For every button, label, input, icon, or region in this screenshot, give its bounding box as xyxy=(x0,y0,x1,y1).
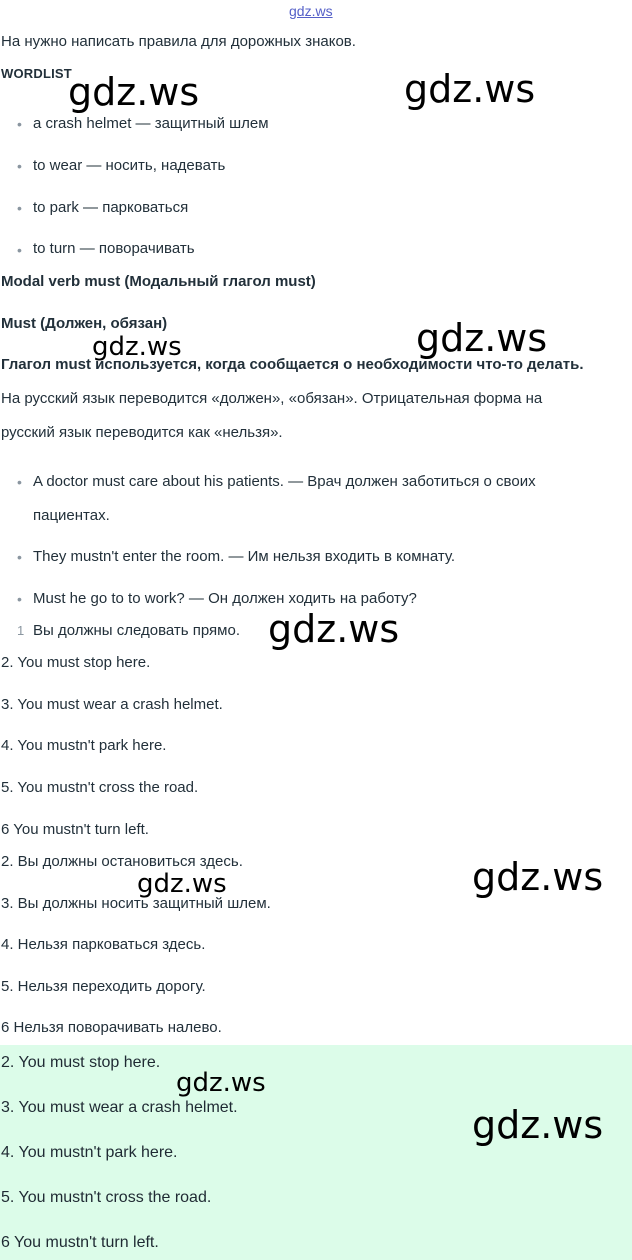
answer-line: 4. Нельзя парковаться здесь. xyxy=(1,936,206,953)
wordlist-heading: WORDLIST xyxy=(1,66,72,81)
bullet-icon: • xyxy=(17,200,22,216)
intro-text: На нужно написать правила для дорожных знаков. xyxy=(1,33,356,50)
answer-line: 2. You must stop here. xyxy=(1,654,151,671)
highlighted-answer-line: 5. You mustn't cross the road. xyxy=(1,1189,212,1206)
answer-line: 3. Вы должны носить защитный шлем. xyxy=(1,895,271,912)
answer-line: Вы должны следовать прямо. xyxy=(33,622,241,639)
highlighted-answer-line: 2. You must stop here. xyxy=(1,1054,161,1071)
example-item-continuation: пациентах. xyxy=(33,507,110,524)
grammar-title: Modal verb must (Модальный глагол must) xyxy=(1,273,316,290)
watermark: gdz.ws xyxy=(416,316,548,360)
bullet-icon: • xyxy=(17,474,22,490)
grammar-text: русский язык переводится как «нельзя». xyxy=(1,424,283,441)
bullet-icon: • xyxy=(17,549,22,565)
answer-line: 5. Нельзя переходить дорогу. xyxy=(1,978,206,995)
grammar-text: На русский язык переводится «должен», «обязан». Отрицательная форма на xyxy=(1,390,543,407)
answer-line: 2. Вы должны остановиться здесь. xyxy=(1,853,243,870)
answer-line: 4. You mustn't park here. xyxy=(1,737,167,754)
wordlist-item: a crash helmet — защитный шлем xyxy=(33,115,269,132)
answer-line: 6 Нельзя поворачивать налево. xyxy=(1,1019,222,1036)
grammar-rule: Глагол must используется, когда сообщается о необходимости что-то делать. xyxy=(1,356,584,373)
watermark: gdz.ws xyxy=(176,1068,266,1098)
highlighted-answer-line: 6 You mustn't turn left. xyxy=(1,1234,159,1251)
site-link[interactable]: gdz.ws xyxy=(289,3,333,19)
list-number: 1 xyxy=(17,623,25,638)
wordlist-item: to park — парковаться xyxy=(33,199,189,216)
highlighted-answer-line: 3. You must wear a crash helmet. xyxy=(1,1099,238,1116)
bullet-icon: • xyxy=(17,116,22,132)
grammar-subtitle: Must (Должен, обязан) xyxy=(1,315,168,332)
wordlist-item: to turn — поворачивать xyxy=(33,240,195,257)
bullet-icon: • xyxy=(17,242,22,258)
answer-line: 3. You must wear a crash helmet. xyxy=(1,696,223,713)
answer-line: 6 You mustn't turn left. xyxy=(1,821,149,838)
highlighted-answer-line: 4. You mustn't park here. xyxy=(1,1144,178,1161)
example-item: Must he go to to work? — Он должен ходить на работу? xyxy=(33,590,417,607)
bullet-icon: • xyxy=(17,591,22,607)
example-item: They mustn't enter the room. — Им нельзя входить в комнату. xyxy=(33,548,456,565)
watermark: gdz.ws xyxy=(68,70,200,114)
watermark: gdz.ws xyxy=(404,67,536,111)
watermark: gdz.ws xyxy=(137,869,227,899)
watermark: gdz.ws xyxy=(472,1103,604,1147)
watermark: gdz.ws xyxy=(92,332,182,362)
watermark: gdz.ws xyxy=(472,855,604,899)
answer-line: 5. You mustn't cross the road. xyxy=(1,779,199,796)
wordlist-item: to wear — носить, надевать xyxy=(33,157,226,174)
watermark: gdz.ws xyxy=(268,607,400,651)
example-item: A doctor must care about his patients. — Врач должен заботиться о своих xyxy=(33,473,536,490)
bullet-icon: • xyxy=(17,158,22,174)
